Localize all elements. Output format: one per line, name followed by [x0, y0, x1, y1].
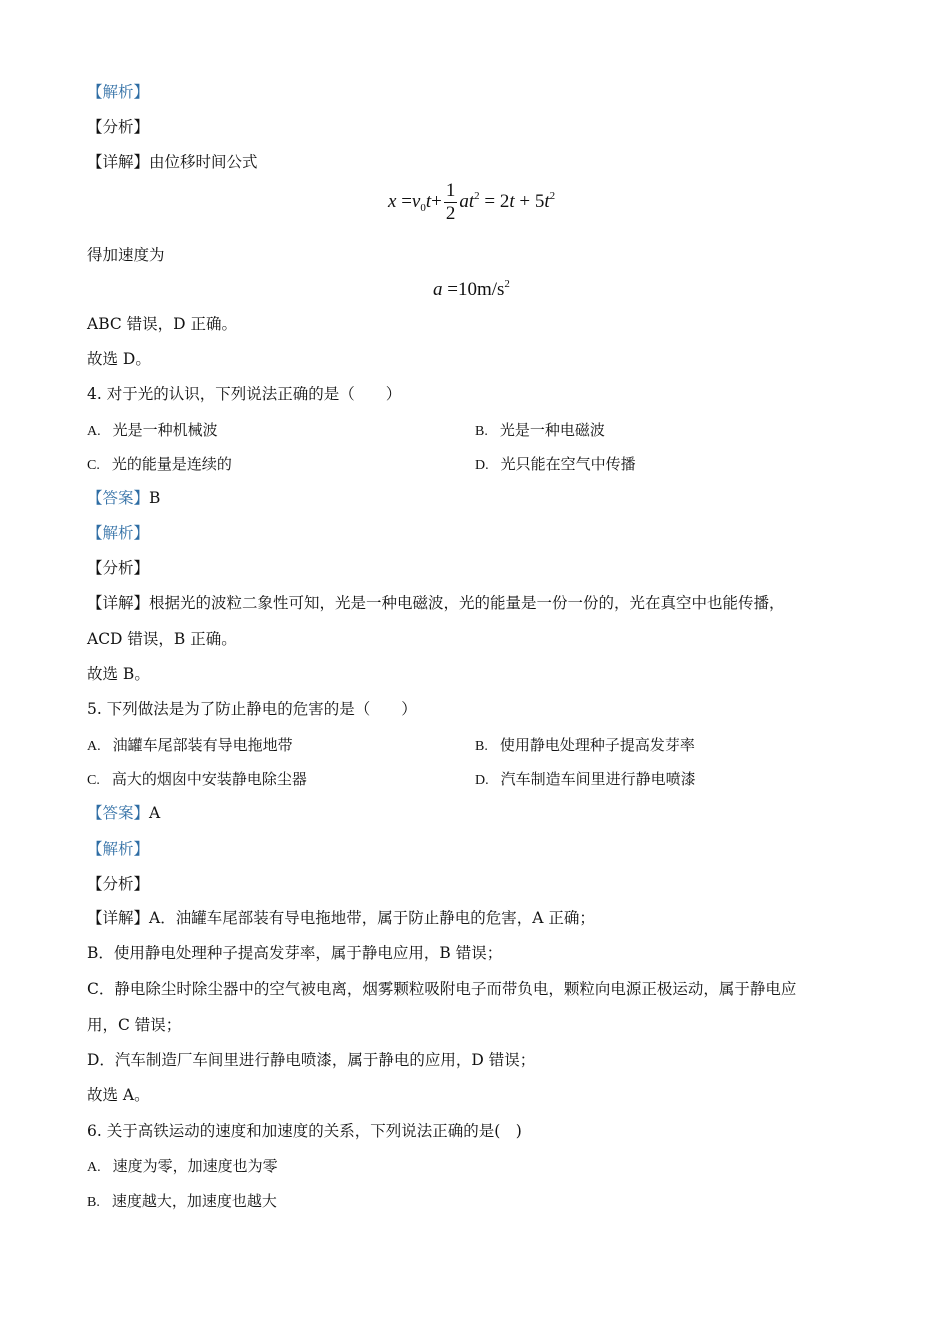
formula-v: v	[411, 190, 421, 212]
q3-conclusion: 故选 D。	[87, 350, 151, 368]
formula-t: t	[425, 190, 432, 212]
formula-a-symbol: a	[433, 279, 443, 300]
option-text: 光是一种机械波	[112, 421, 218, 439]
formula-a: a	[459, 190, 469, 212]
formula-rhs-square: 2	[549, 189, 556, 202]
formula-a-square: 2	[504, 278, 510, 290]
detail-text: 根据光的波粒二象性可知，光是一种电磁波，光的能量是一份一份的，光在真空中也能传播，	[149, 594, 785, 612]
q3-judgement: ABC 错误，D 正确。	[87, 315, 238, 333]
option-letter: C.	[87, 773, 100, 788]
option-letter: B.	[475, 739, 488, 754]
formula-x: x	[388, 190, 397, 212]
option-letter: A.	[87, 1160, 101, 1175]
option-text: 使用静电处理种子提高发芽率	[499, 736, 695, 754]
detail-label: 【详解】	[87, 153, 150, 171]
option-text: 速度为零，加速度也为零	[112, 1157, 278, 1175]
detail-label: 【详解】	[87, 909, 150, 927]
acceleration-formula	[433, 278, 510, 301]
q4-analysis-sub-label: 【分析】	[87, 559, 150, 577]
q4-conclusion: 故选 B。	[87, 665, 150, 683]
q4-stem: 4. 对于光的认识，下列说法正确的是（ ）	[87, 385, 402, 403]
answer-label: 【答案】	[87, 804, 150, 822]
q5-detail-c-cont: 用，C 错误；	[87, 1016, 182, 1034]
q4-option-b	[475, 420, 605, 442]
acceleration-intro: 得加速度为	[87, 246, 165, 264]
q5-detail-b: B．使用静电处理种子提高发芽率，属于静电应用，B 错误；	[87, 944, 503, 962]
formula-eq2: =	[484, 190, 496, 212]
option-letter: D.	[475, 773, 489, 788]
formula-fraction	[444, 180, 458, 225]
q4-detail	[87, 593, 785, 613]
option-text: 光的能量是连续的	[111, 455, 232, 473]
option-letter: B.	[87, 1195, 100, 1210]
q5-detail-c: C．静电除尘时除尘器中的空气被电离，烟雾颗粒吸附电子而带负电，颗粒向电源正极运动，属于静电应	[87, 980, 797, 998]
formula-a-value: 10m/s	[457, 279, 505, 300]
detail-label: 【详解】	[87, 594, 150, 612]
option-letter: B.	[475, 424, 488, 439]
displacement-formula	[388, 180, 555, 225]
answer-value: A	[149, 804, 161, 822]
answer-label: 【答案】	[87, 489, 150, 507]
formula-a-eq: =	[447, 279, 458, 300]
detail-line	[87, 152, 258, 172]
q5-answer	[87, 803, 160, 823]
formula-plus: +	[431, 190, 442, 212]
option-text: 油罐车尾部装有导电拖地带	[112, 736, 293, 754]
option-text: 速度越大，加速度也越大	[111, 1192, 277, 1210]
q5-stem: 5. 下列做法是为了防止静电的危害的是（ ）	[87, 700, 417, 718]
q5-detail	[87, 908, 595, 928]
q4-option-d	[475, 454, 636, 476]
q4-option-c	[87, 454, 232, 476]
option-text: 光只能在空气中传播	[500, 455, 636, 473]
option-text: 光是一种电磁波	[499, 421, 605, 439]
formula-rhs-t: t	[509, 190, 515, 212]
q6-option-b	[87, 1191, 277, 1213]
option-text: 高大的烟囱中安装静电除尘器	[111, 770, 307, 788]
q5-option-a	[87, 735, 293, 757]
q5-analysis-sub-label: 【分析】	[87, 875, 150, 893]
analysis-label: 【解析】	[87, 83, 150, 101]
q5-option-b	[475, 735, 695, 757]
detail-text: 由位移时间公式	[149, 153, 258, 171]
q4-analysis-label: 【解析】	[87, 524, 150, 542]
option-letter: C.	[87, 458, 100, 473]
formula-rhs-coef2: 5	[534, 190, 545, 212]
formula-eq: =	[401, 190, 412, 212]
q6-stem: 6. 关于高铁运动的速度和加速度的关系，下列说法正确的是( )	[87, 1122, 522, 1140]
formula-rhs-coef: 2	[499, 190, 510, 212]
detail-text: A．油罐车尾部装有导电拖地带，属于防止静电的危害，A 正确；	[149, 909, 595, 927]
formula-rhs-plus: +	[519, 190, 531, 212]
option-text: 汽车制造车间里进行静电喷漆	[500, 770, 696, 788]
q5-option-d	[475, 769, 696, 791]
q4-detail-cont: ACD 错误，B 正确。	[87, 630, 237, 648]
q6-option-a	[87, 1156, 278, 1178]
q4-answer	[87, 488, 160, 508]
fraction-denominator: 2	[445, 203, 456, 224]
q5-conclusion: 故选 A。	[87, 1086, 150, 1104]
formula-v-sub: 0	[420, 201, 426, 214]
option-letter: D.	[475, 458, 489, 473]
q4-option-a	[87, 420, 218, 442]
option-letter: A.	[87, 739, 101, 754]
analysis-sub-label: 【分析】	[87, 118, 150, 136]
q5-detail-d: D．汽车制造厂车间里进行静电喷漆，属于静电的应用，D 错误；	[87, 1051, 536, 1069]
formula-square: 2	[474, 189, 480, 202]
answer-value: B	[149, 489, 161, 507]
fraction-numerator: 1	[445, 180, 456, 201]
formula-rhs-t2: t	[544, 190, 550, 212]
formula-t2: t	[468, 190, 475, 212]
q5-option-c	[87, 769, 307, 791]
q5-analysis-label: 【解析】	[87, 840, 150, 858]
option-letter: A.	[87, 424, 101, 439]
